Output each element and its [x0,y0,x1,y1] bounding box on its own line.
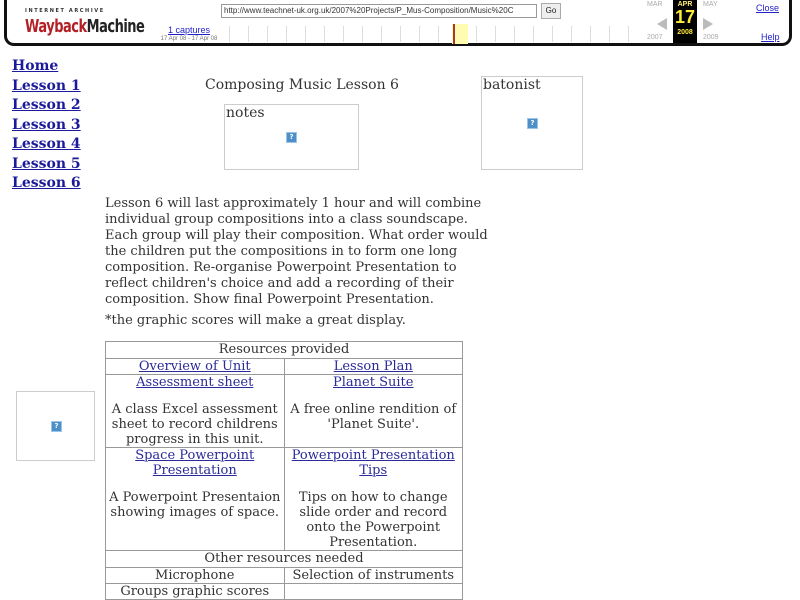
resources-table [105,341,463,600]
page-title: Composing Music Lesson 6 [205,77,399,93]
nav-lesson-1[interactable]: Lesson 1 [12,77,81,94]
capture-marker[interactable] [453,24,455,44]
current-year: 2008 [677,29,693,36]
batonist-image [481,76,583,170]
powerpoint-tips-link[interactable]: Powerpoint Presentation Tips [291,448,455,478]
powerpoint-tips-description: Tips on how to change slide order and record onto the Powerpoint Presentation. [298,490,448,550]
capture-timeline[interactable] [229,24,639,44]
prev-month-label: MAR [647,1,663,8]
broken-image-icon: ? [286,132,297,143]
resource-microphone: Microphone [106,568,285,584]
display-note: *the graphic scores will make a great display. [105,313,406,328]
calendar-nav [645,0,725,43]
current-day: 17 [674,7,696,27]
nav-lesson-4[interactable]: Lesson 4 [12,136,81,152]
nav-lesson-5[interactable]: Lesson 5 [12,155,81,172]
broken-image-icon: ? [527,118,538,129]
current-capture-date [673,0,697,43]
wayback-logo[interactable] [21,6,145,40]
captures-link[interactable]: 1 captures [167,25,211,35]
lesson-plan-link[interactable]: Lesson Plan [333,359,413,374]
nav-lesson-6[interactable]: Lesson 6 [12,175,81,191]
logo-wayback-machine-text: WaybackMachine [25,17,145,38]
next-capture-arrow-icon[interactable] [703,18,713,30]
side-nav [12,57,81,194]
resource-empty [284,584,463,600]
next-year-label: 2009 [703,34,719,41]
logo-internet-archive-text: INTERNET ARCHIVE [25,8,105,14]
assessment-sheet-description: A class Excel assessment sheet to record childrens progress in this unit. [111,402,278,447]
resource-graphic-scores: Groups graphic scores [106,584,285,600]
side-image [16,391,95,461]
lesson-description: Lesson 6 will last approximately 1 hour and will combine individual group compositions into a class soundscape. Each group will play their composition. What order would the children put the compositions in to form one long composition. Re-organise Powerpoint Presentation to reflect children's choice and add a recording of their composition. Show final Powerpoint Presentation. [105,196,488,307]
prev-capture-arrow-icon[interactable] [657,18,667,30]
planet-suite-link[interactable]: Planet Suite [333,375,414,390]
url-input[interactable]: http://www.teachnet-uk.org.uk/2007%20Projects/P_Mus-Composition/Music%20C [221,4,537,18]
notes-image [224,104,359,170]
resources-header: Resources provided [106,342,463,359]
space-powerpoint-link[interactable]: Space Powerpoint Presentation [135,448,255,478]
space-powerpoint-description: A Powerpoint Presentaion showing images of space. [109,490,281,520]
batonist-image-alt: batonist [483,77,541,93]
go-button[interactable]: Go [541,3,561,19]
assessment-sheet-link[interactable]: Assessment sheet [136,375,254,390]
captures-range: 17 Apr 08 - 17 Apr 08 [160,36,218,42]
resource-instruments: Selection of instruments [284,568,463,584]
help-link[interactable]: Help [761,32,780,42]
notes-image-alt: notes [226,105,265,121]
next-month-label: MAY [703,1,718,8]
wayback-toolbar [4,0,792,46]
current-month: APR [677,1,693,8]
nav-home[interactable]: Home [12,58,59,74]
prev-year-label: 2007 [647,34,663,41]
planet-suite-description: A free online rendition of 'Planet Suite'. [290,402,457,432]
overview-of-unit-link[interactable]: Overview of Unit [138,359,251,374]
close-link[interactable]: Close [756,3,780,13]
broken-image-icon: ? [51,421,62,432]
nav-lesson-2[interactable]: Lesson 2 [12,97,81,113]
other-resources-header: Other resources needed [106,551,463,568]
nav-lesson-3[interactable]: Lesson 3 [12,116,81,133]
captures-info [143,25,235,42]
